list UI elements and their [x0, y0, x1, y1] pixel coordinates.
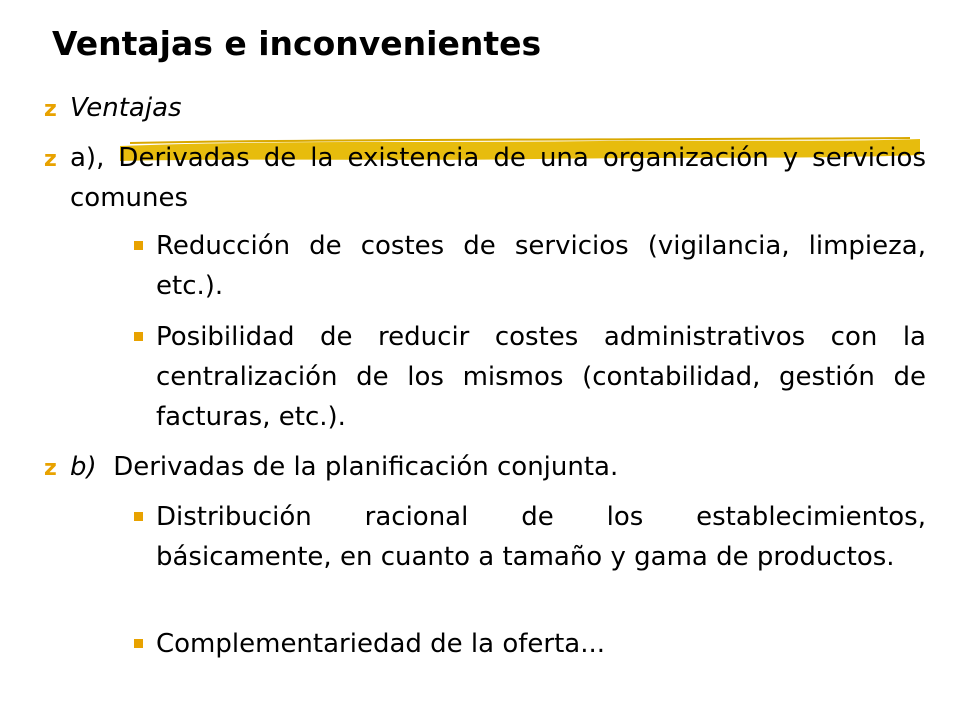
list-item-a2: [156, 317, 926, 437]
list-item-ventajas: [44, 88, 926, 128]
z-bullet-icon: z: [44, 456, 57, 481]
square-bullet-icon: [134, 639, 143, 648]
z-bullet-icon: z: [44, 147, 57, 172]
list-item-a: [44, 138, 926, 218]
item-a-text: Derivadas de la existencia de una organización y servicios comunes: [70, 143, 926, 213]
square-bullet-icon: [134, 241, 143, 250]
item-b-text: Derivadas de la planificación conjunta.: [113, 452, 619, 482]
list-item-b1: [156, 497, 926, 577]
ventajas-label: Ventajas: [70, 93, 182, 123]
item-b2-text: Complementariedad de la oferta...: [156, 629, 606, 659]
list-item-a1: [156, 226, 926, 306]
item-b-prefix: b): [70, 452, 97, 482]
item-b1-text: Distribución racional de los establecimientos, básicamente, en cuanto a tamaño y gama de productos.: [156, 502, 926, 572]
slide-title: Ventajas e inconvenientes: [52, 24, 542, 63]
z-bullet-icon: z: [44, 97, 57, 122]
item-a2-text: Posibilidad de reducir costes administrativos con la centralización de los mismos (contabilidad, gestión de facturas, etc.).: [156, 322, 926, 432]
list-item-b: [44, 447, 926, 487]
square-bullet-icon: [134, 512, 143, 521]
list-item-b2: [156, 624, 926, 664]
item-a-prefix: a),: [70, 143, 105, 173]
item-a1-text: Reducción de costes de servicios (vigilancia, limpieza, etc.).: [156, 231, 926, 301]
square-bullet-icon: [134, 332, 143, 341]
